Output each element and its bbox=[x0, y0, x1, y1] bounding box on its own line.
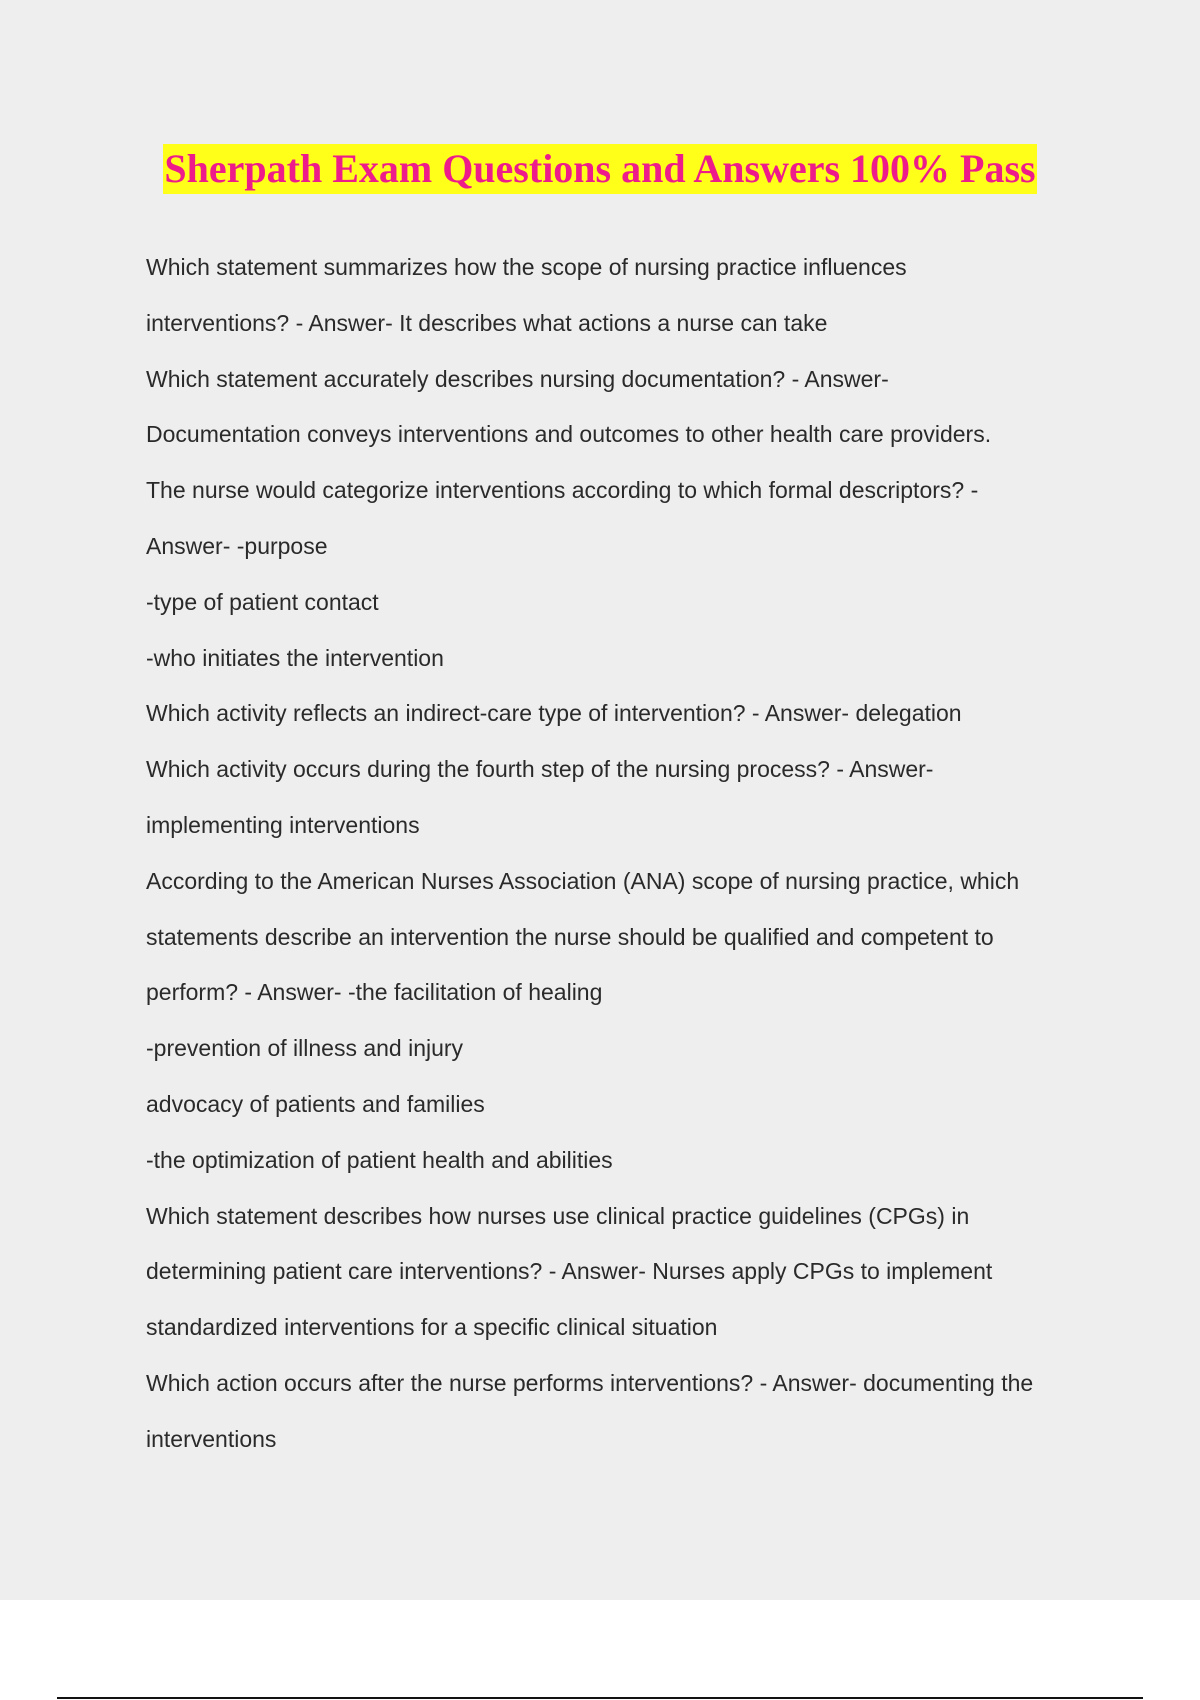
text-line: interventions bbox=[146, 1425, 277, 1452]
text-line: standardized interventions for a specific clinical situation bbox=[146, 1314, 718, 1341]
text-line: perform? - Answer- -the facilitation of healing bbox=[146, 979, 603, 1006]
text-line: determining patient care interventions? - Answer- Nurses apply CPGs to implement bbox=[146, 1258, 993, 1285]
text-line: Which action occurs after the nurse performs interventions? - Answer- documenting the bbox=[146, 1369, 1034, 1396]
text-line: advocacy of patients and families bbox=[146, 1090, 485, 1117]
text-line: Which statement describes how nurses use clinical practice guidelines (CPGs) in bbox=[146, 1202, 970, 1229]
text-line: Answer- -purpose bbox=[146, 532, 328, 559]
text-line: interventions? - Answer- It describes what actions a nurse can take bbox=[146, 309, 828, 336]
text-line: Which activity reflects an indirect-care type of intervention? - Answer- delegation bbox=[146, 700, 962, 727]
text-line: Which statement accurately describes nursing documentation? - Answer- bbox=[146, 365, 889, 392]
text-line: Which activity occurs during the fourth step of the nursing process? - Answer- bbox=[146, 756, 934, 783]
footer-divider bbox=[57, 1697, 1143, 1699]
text-line: Which statement summarizes how the scope of nursing practice influences bbox=[146, 254, 907, 280]
text-line: The nurse would categorize interventions according to which formal descriptors? - bbox=[146, 477, 979, 504]
text-line: -type of patient contact bbox=[146, 588, 379, 615]
qa-text-body bbox=[146, 240, 1146, 1468]
text-line: -prevention of illness and injury bbox=[146, 1035, 464, 1062]
text-line: According to the American Nurses Association (ANA) scope of nursing practice, which bbox=[146, 867, 1020, 894]
text-line: -the optimization of patient health and abilities bbox=[146, 1146, 613, 1173]
text-line: implementing interventions bbox=[146, 811, 420, 838]
text-line: Documentation conveys interventions and outcomes to other health care providers. bbox=[146, 421, 992, 448]
title-container bbox=[0, 144, 1200, 194]
document-title: Sherpath Exam Questions and Answers 100% Pass bbox=[163, 144, 1036, 194]
text-line: -who initiates the intervention bbox=[146, 644, 444, 671]
text-line: statements describe an intervention the nurse should be qualified and competent to bbox=[146, 923, 994, 950]
